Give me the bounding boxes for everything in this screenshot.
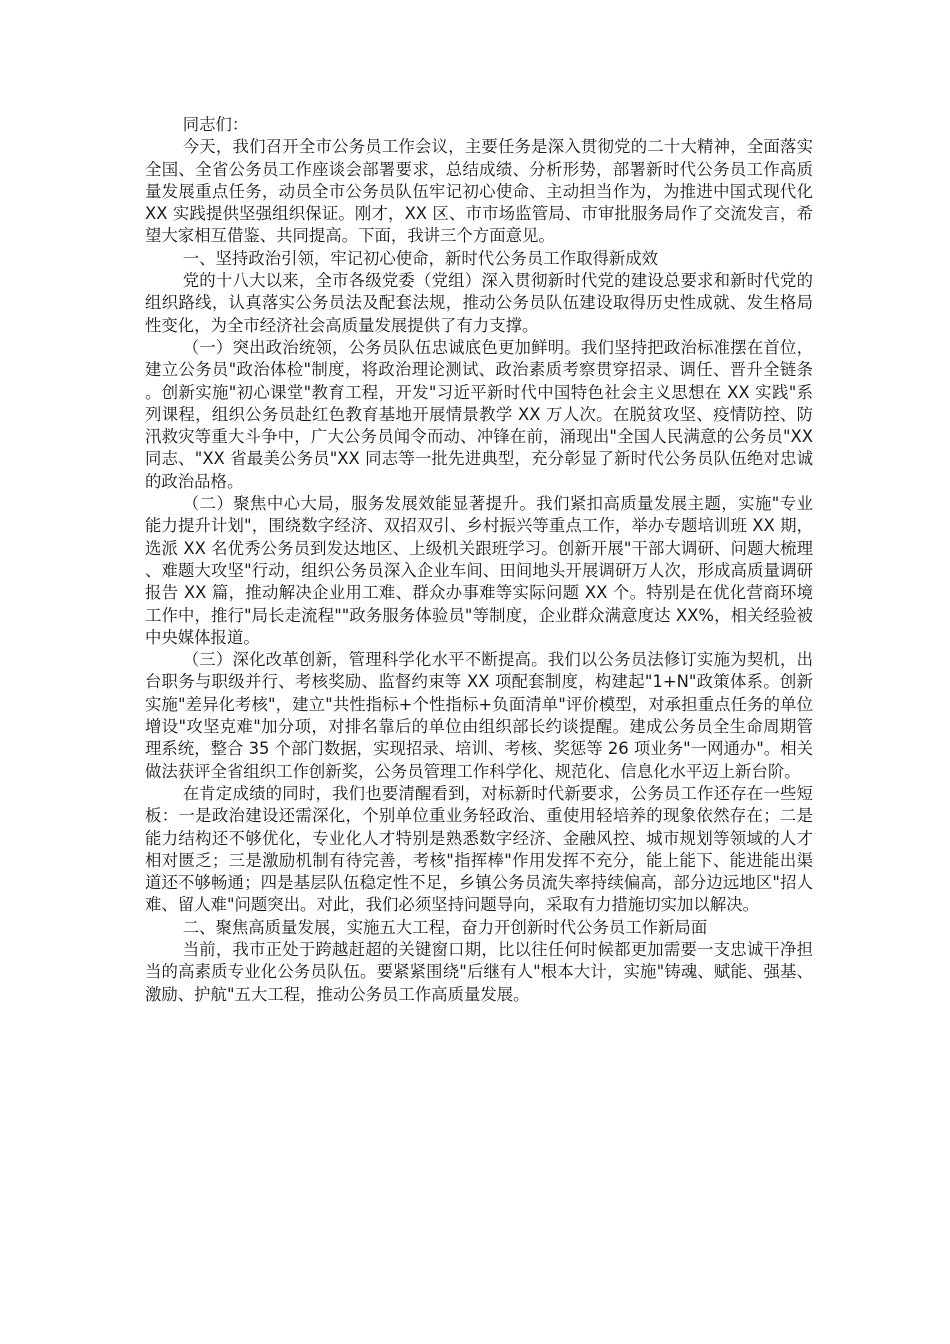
subsection-1-paragraph: （一）突出政治统领，公务员队伍忠诚底色更加鲜明。我们坚持把政治标准摆在首位，建立公务员"政治体检"制度，将政治理论测试、政治素质考察贯穿招录、调任、晋升全链条。创新实施"初心课堂"教育工程，开发"习近平新时代中国特色社会主义思想在 XX 实践"系列课程，组织公务员赴红色教育基地开展情景教学 XX 万人次。在脱贫攻坚、疫情防控、防汛救灾等重大斗争中，广大公务员闻令而动、冲锋在前，涌现出"全国人民满意的公务员"XX 同志、"XX 省最美公务员"XX 同志等一批先进典型，充分彰显了新时代公务员队伍绝对忠诚的政治品格。	[145, 337, 813, 491]
document-body	[145, 114, 813, 1006]
shortcomings-paragraph: 在肯定成绩的同时，我们也要清醒看到，对标新时代新要求，公务员工作还存在一些短板：一是政治建设还需深化，个别单位重业务轻政治、重使用轻培养的现象依然存在；二是能力结构还不够优化，专业化人才特别是熟悉数字经济、金融风控、城市规划等领域的人才相对匮乏；三是激励机制有待完善，考核"指挥棒"作用发挥不充分，能上能下、能进能出渠道还不够畅通；四是基层队伍稳定性不足，乡镇公务员流失率持续偏高，部分边远地区"招人难、留人难"问题突出。对此，我们必须坚持问题导向，采取有力措施切实加以解决。	[145, 783, 813, 915]
subsection-2-paragraph: （二）聚焦中心大局，服务发展效能显著提升。我们紧扣高质量发展主题，实施"专业能力提升计划"，围绕数字经济、双招双引、乡村振兴等重点工作，举办专题培训班 XX 期，选派 XX 名优秀公务员到发达地区、上级机关跟班学习。创新开展"干部大调研、问题大梳理、难题大攻坚"行动，组织公务员深入企业车间、田间地头开展调研万人次，形成高质量调研报告 XX 篇，推动解决企业用工难、群众办事难等实际问题 XX 个。特别是在优化营商环境工作中，推行"局长走流程""政务服务体验员"等制度，企业群众满意度达 XX%，相关经验被中央媒体报道。	[145, 494, 813, 647]
section-2-intro-paragraph: 当前，我市正处于跨越赶超的关键窗口期，比以往任何时候都更加需要一支忠诚干净担当的高素质专业化公务员队伍。要紧紧围绕"后继有人"根本大计，实施"铸魂、赋能、强基、激励、护航"五大工程，推动公务员工作高质量发展。	[145, 939, 813, 1004]
section-heading-2: 二、聚焦高质量发展，实施五大工程，奋力开创新时代公务员工作新局面	[182, 917, 708, 937]
subsection-3-paragraph: （三）深化改革创新，管理科学化水平不断提高。我们以公务员法修订实施为契机，出台职务与职级并行、考核奖励、监督约束等 XX 项配套制度，构建起"1+N"政策体系。创新实施"差异化考核"，建立"共性指标+个性指标+负面清单"评价模型，对承担重点任务的单位增设"攻坚克难"加分项，对排名靠后的单位由组织部长约谈提醒。建成公务员全生命周期管理系统，整合 35 个部门数据，实现招录、培训、考核、奖惩等 26 项业务"一网通办"。相关做法获评全省组织工作创新奖，公务员管理工作科学化、规范化、信息化水平迈上新台阶。	[145, 650, 813, 781]
section-heading-1: 一、坚持政治引领，牢记初心使命，新时代公务员工作取得新成效	[182, 248, 659, 268]
section-1-intro-paragraph: 党的十八大以来，全市各级党委（党组）深入贯彻新时代党的建设总要求和新时代党的组织路线，认真落实公务员法及配套法规，推动公务员队伍建设取得历史性成就、发生格局性变化，为全市经济社会高质量发展提供了有力支撑。	[145, 271, 813, 335]
salutation: 同志们：	[182, 115, 249, 134]
opening-paragraph: 今天，我们召开全市公务员工作会议，主要任务是深入贯彻党的二十大精神，全面落实全国、全省公务员工作座谈会部署要求，总结成绩、分析形势，部署新时代公务员工作高质量发展重点任务，动员全市公务员队伍牢记初心使命、主动担当作为，为推进中国式现代化 XX 实践提供坚强组织保证。刚才，XX 区、市市场监管局、市审批服务局作了交流发言，希望大家相互借鉴、共同提高。下面，我讲三个方面意见。	[145, 137, 813, 246]
